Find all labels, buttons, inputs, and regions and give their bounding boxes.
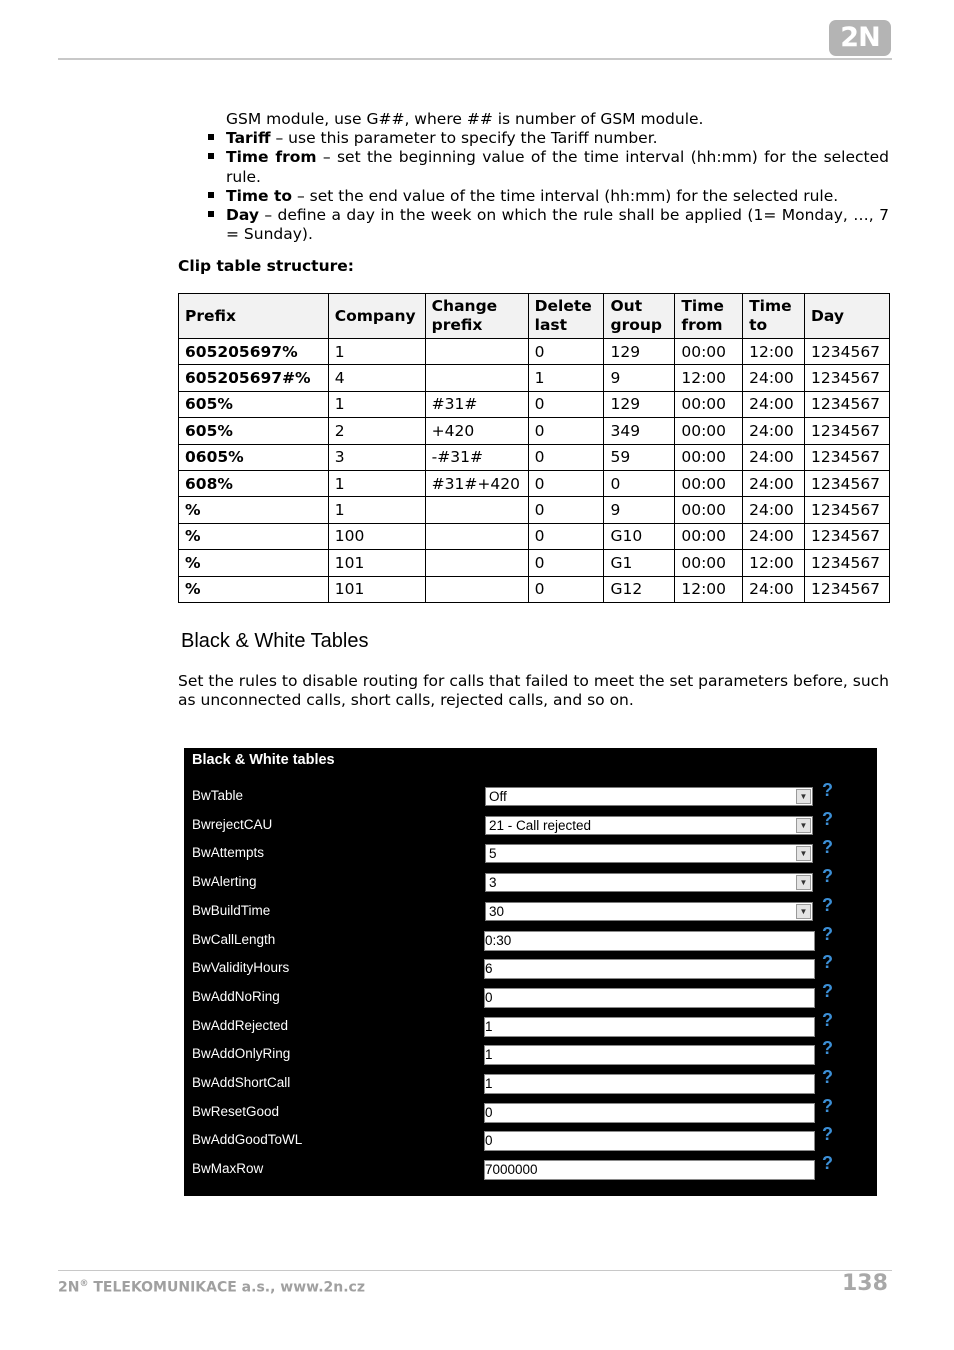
table-cell: % <box>179 523 329 549</box>
column-header-text: Time <box>681 297 724 315</box>
table-cell: 1 <box>328 339 425 365</box>
field-label: BwAttempts <box>192 845 265 861</box>
field-value: 0 <box>485 1104 493 1120</box>
table-cell: 24:00 <box>743 365 805 391</box>
table-cell: 1234567 <box>805 339 890 365</box>
table-cell: 1234567 <box>805 391 890 417</box>
table-cell: 1 <box>328 391 425 417</box>
column-header <box>604 294 675 339</box>
column-header-text: group <box>610 316 663 334</box>
field-value: 0 <box>485 989 493 1005</box>
column-header-text: to <box>749 316 768 334</box>
column-header <box>328 294 425 339</box>
field-value: 3 <box>489 875 497 891</box>
parameter-list <box>207 110 889 244</box>
table-row <box>179 339 890 365</box>
field-label: BwTable <box>192 788 244 803</box>
table-cell: 605205697#% <box>179 365 329 391</box>
field-row-bwaddnoring <box>184 980 877 1015</box>
chevron-down-icon[interactable]: ▼ <box>796 904 811 919</box>
table-cell: 0 <box>528 339 604 365</box>
column-header <box>675 294 743 339</box>
chevron-down-icon[interactable]: ▼ <box>796 818 811 833</box>
table-cell <box>425 339 528 365</box>
field-row-bwaddgoodtowl <box>184 1124 877 1158</box>
field-label: BwCallLength <box>192 931 276 947</box>
table-cell: 0605% <box>179 444 329 470</box>
list-text: – set the end value of the time interval (hh:mm) for the selected rule. <box>292 186 839 205</box>
column-header-text: Delete <box>534 297 592 315</box>
field-row-bwaddshortcall <box>184 1067 877 1101</box>
dropdown-select[interactable] <box>485 873 813 892</box>
help-icon[interactable]: ? <box>822 808 833 829</box>
list-item-tariff <box>207 129 889 148</box>
column-header-text: prefix <box>431 316 483 334</box>
field-value: 1 <box>485 1047 493 1063</box>
table-cell: 00:00 <box>675 470 743 496</box>
column-header-text: last <box>534 316 568 334</box>
text-input[interactable] <box>484 988 815 1008</box>
table-cell: +420 <box>425 418 528 444</box>
help-icon[interactable]: ? <box>822 837 833 858</box>
field-row-bwaddrejected <box>184 1009 877 1044</box>
table-cell: 12:00 <box>675 365 743 391</box>
column-header-text: Time <box>749 297 792 315</box>
table-row <box>179 365 890 391</box>
table-cell: 0 <box>604 470 675 496</box>
table-cell: 59 <box>604 444 675 470</box>
table-cell: % <box>179 550 329 576</box>
table-cell: 24:00 <box>743 470 805 496</box>
column-header <box>179 294 329 339</box>
table-cell: #31# <box>425 391 528 417</box>
table-row <box>179 444 890 470</box>
footer-company <box>58 1279 365 1296</box>
table-cell: 24:00 <box>743 576 805 602</box>
bw-tables-panel <box>184 748 877 1196</box>
footer-brand: 2N <box>58 1279 80 1296</box>
help-icon[interactable]: ? <box>822 866 833 887</box>
column-header-text: Day <box>811 306 844 325</box>
text-input[interactable] <box>484 959 815 979</box>
help-icon[interactable]: ? <box>822 1038 833 1059</box>
field-label: BwBuildTime <box>192 902 271 918</box>
table-cell: 00:00 <box>675 497 743 523</box>
column-header <box>805 294 890 339</box>
field-label: BwResetGood <box>192 1103 280 1119</box>
table-cell: 129 <box>604 339 675 365</box>
table-cell: 1234567 <box>805 418 890 444</box>
table-cell: 9 <box>604 365 675 391</box>
field-row-bwaddonlyring <box>184 1038 877 1072</box>
table-cell: 00:00 <box>675 444 743 470</box>
table-cell: 12:00 <box>743 550 805 576</box>
text-input[interactable] <box>484 1017 815 1037</box>
field-label: BwAddGoodToWL <box>192 1132 303 1148</box>
text-input[interactable] <box>484 931 815 951</box>
table-cell: 3 <box>328 444 425 470</box>
list-item-day <box>207 206 889 244</box>
table-cell: 9 <box>604 497 675 523</box>
table-cell: 1234567 <box>805 497 890 523</box>
column-header <box>528 294 604 339</box>
field-value: 1 <box>485 1018 493 1034</box>
field-value: 0:30 <box>485 932 512 948</box>
field-row-bwattempts <box>184 837 877 871</box>
table-row <box>179 550 890 576</box>
list-term: Day <box>226 206 259 225</box>
field-label: BwAddShortCall <box>192 1075 291 1090</box>
table-cell <box>425 523 528 549</box>
help-icon[interactable]: ? <box>822 923 833 944</box>
list-term: Time from <box>226 148 317 167</box>
chevron-down-icon[interactable]: ▼ <box>796 875 811 890</box>
text-input[interactable] <box>484 1103 815 1123</box>
table-cell: 24:00 <box>743 523 805 549</box>
footer-rule <box>58 1270 892 1271</box>
field-value: 5 <box>489 846 497 862</box>
text-input[interactable] <box>484 1131 815 1151</box>
table-cell: 0 <box>528 497 604 523</box>
table-cell: 100 <box>328 523 425 549</box>
table-cell: % <box>179 576 329 602</box>
table-cell: 608% <box>179 470 329 496</box>
list-text: – set the beginning value of the time interval (hh:mm) for the selected rule. <box>226 148 890 186</box>
panel-title: Black & White tables <box>192 752 335 768</box>
dropdown-select[interactable] <box>485 844 813 863</box>
page-number: 138 <box>842 1271 888 1296</box>
help-icon[interactable]: ? <box>822 1009 833 1030</box>
table-cell: -#31# <box>425 444 528 470</box>
list-term: Tariff <box>226 129 271 148</box>
field-label: BwrejectCAU <box>192 816 273 832</box>
table-cell <box>425 576 528 602</box>
table-cell: 0 <box>528 576 604 602</box>
dropdown-select[interactable] <box>485 787 813 806</box>
field-row-bwtable <box>184 780 877 814</box>
field-label: BwAddNoRing <box>192 988 280 1004</box>
registered-mark: ® <box>79 1279 89 1289</box>
text-input[interactable] <box>484 1160 815 1180</box>
field-value: 1 <box>485 1076 493 1091</box>
column-header-text: Company <box>334 306 416 325</box>
table-cell <box>425 497 528 523</box>
table-cell: 24:00 <box>743 497 805 523</box>
table-row <box>179 523 890 549</box>
section-title: Black & White Tables <box>181 630 369 652</box>
field-row-bwcalllength <box>184 923 877 958</box>
table-cell: 00:00 <box>675 523 743 549</box>
header-rule <box>58 58 892 60</box>
clip-table <box>178 293 890 603</box>
table-cell: 1 <box>328 497 425 523</box>
column-header-text: from <box>681 316 723 334</box>
field-value: 7000000 <box>485 1162 538 1178</box>
table-cell: 1 <box>528 365 604 391</box>
table-cell: 0 <box>528 470 604 496</box>
list-item-time-from <box>207 148 889 186</box>
field-value: 21 - Call rejected <box>489 817 592 833</box>
table-cell: 1234567 <box>805 523 890 549</box>
list-term: Time to <box>226 186 293 205</box>
field-row-bwvalidityhours <box>184 952 877 986</box>
table-cell <box>425 365 528 391</box>
table-cell: 00:00 <box>675 550 743 576</box>
help-icon[interactable]: ? <box>822 780 833 800</box>
table-cell: 1234567 <box>805 470 890 496</box>
table-row <box>179 391 890 417</box>
column-header-text: Change <box>431 297 498 315</box>
column-header-text: Prefix <box>185 306 237 325</box>
table-cell: 0 <box>528 523 604 549</box>
field-row-bwmaxrow <box>184 1153 877 1187</box>
help-icon[interactable]: ? <box>822 1067 833 1087</box>
field-label: BwAlerting <box>192 874 257 890</box>
table-cell: 24:00 <box>743 418 805 444</box>
dropdown-select[interactable] <box>485 902 813 921</box>
table-cell: G10 <box>604 523 675 549</box>
table-cell: 00:00 <box>675 418 743 444</box>
table-cell <box>425 550 528 576</box>
help-icon[interactable]: ? <box>822 1153 833 1174</box>
list-continuation: GSM module, use G##, where ## is number of GSM module. <box>226 110 704 128</box>
field-row-bwbuildtime <box>184 894 877 929</box>
table-cell: 12:00 <box>743 339 805 365</box>
help-icon[interactable]: ? <box>822 1124 833 1145</box>
field-value: Off <box>489 789 507 804</box>
field-value: 0 <box>485 1133 493 1149</box>
table-cell: 349 <box>604 418 675 444</box>
field-row-bwalerting <box>184 866 877 900</box>
list-text: – use this parameter to specify the Tariff number. <box>270 129 658 148</box>
table-cell: 0 <box>528 418 604 444</box>
field-label: BwAddRejected <box>192 1017 289 1033</box>
table-cell: 2 <box>328 418 425 444</box>
help-icon[interactable]: ? <box>822 894 833 915</box>
help-icon[interactable]: ? <box>822 952 833 973</box>
field-label: BwValidityHours <box>192 960 290 976</box>
text-input[interactable] <box>484 1045 815 1065</box>
table-row <box>179 497 890 523</box>
field-row-bwrejectcau <box>184 808 877 843</box>
clip-table-heading: Clip table structure: <box>178 257 354 275</box>
column-header <box>425 294 528 339</box>
table-cell: 1234567 <box>805 550 890 576</box>
table-cell: 129 <box>604 391 675 417</box>
table-cell: #31#+420 <box>425 470 528 496</box>
table-cell: 00:00 <box>675 391 743 417</box>
list-item-time-to <box>207 187 889 206</box>
table-cell: 1 <box>328 470 425 496</box>
chevron-down-icon[interactable]: ▼ <box>796 846 811 861</box>
table-cell: 4 <box>328 365 425 391</box>
field-value: 6 <box>485 961 493 977</box>
column-header-text: Out <box>610 297 643 315</box>
2n-logo: 2N <box>829 20 891 56</box>
table-cell: 605205697% <box>179 339 329 365</box>
chevron-down-icon[interactable]: ▼ <box>796 789 811 804</box>
table-cell: 1234567 <box>805 365 890 391</box>
table-cell: 605% <box>179 391 329 417</box>
table-cell: 0 <box>528 391 604 417</box>
table-cell: G12 <box>604 576 675 602</box>
field-label: BwAddOnlyRing <box>192 1046 291 1062</box>
table-cell: 0 <box>528 550 604 576</box>
field-label: BwMaxRow <box>192 1161 264 1177</box>
help-icon[interactable]: ? <box>822 980 833 1001</box>
table-cell: 00:00 <box>675 339 743 365</box>
list-text: – define a day in the week on which the rule shall be applied (1= Monday, …, 7 = Sunday). <box>226 206 889 244</box>
section-description: Set the rules to disable routing for calls that failed to meet the set parameters before, such as unconnected calls, short calls, rejected calls, and so on. <box>178 672 889 710</box>
table-row <box>179 576 890 602</box>
footer-company-text: TELEKOMUNIKACE a.s., www.2n.cz <box>88 1279 365 1296</box>
field-row-bwresetgood <box>184 1095 877 1130</box>
table-cell: 1234567 <box>805 576 890 602</box>
table-cell: 101 <box>328 550 425 576</box>
table-cell: % <box>179 497 329 523</box>
table-row <box>179 470 890 496</box>
table-row <box>179 418 890 444</box>
column-header <box>743 294 805 339</box>
table-cell: G1 <box>604 550 675 576</box>
help-icon[interactable]: ? <box>822 1095 833 1116</box>
table-cell: 0 <box>528 444 604 470</box>
table-cell: 24:00 <box>743 444 805 470</box>
table-cell: 605% <box>179 418 329 444</box>
field-value: 30 <box>489 903 505 919</box>
table-cell: 101 <box>328 576 425 602</box>
table-cell: 24:00 <box>743 391 805 417</box>
dropdown-select[interactable] <box>485 816 813 835</box>
table-cell: 12:00 <box>675 576 743 602</box>
text-input[interactable] <box>484 1074 815 1094</box>
table-cell: 1234567 <box>805 444 890 470</box>
